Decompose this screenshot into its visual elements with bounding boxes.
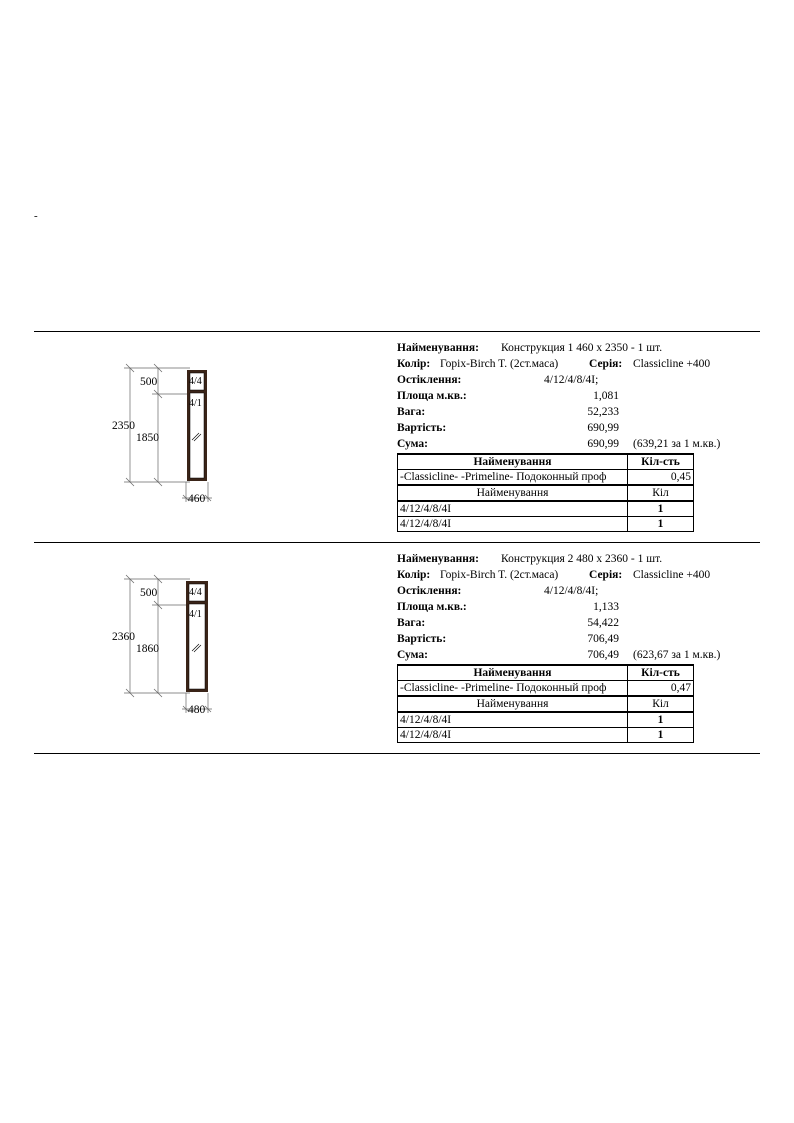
table-row bbox=[398, 517, 694, 532]
color-value-2: Горіх-Birch T. (2ст.маса) bbox=[440, 569, 559, 581]
sum-row-2 bbox=[397, 647, 737, 663]
color-row-2 bbox=[397, 567, 711, 583]
col-name-header-2: Найменування bbox=[398, 665, 628, 681]
weight-row-2 bbox=[397, 615, 697, 631]
dim-total-height-2: 2360 bbox=[112, 631, 135, 643]
items-table-2 bbox=[397, 664, 694, 743]
series-value-2: Classicline +400 bbox=[633, 569, 711, 581]
col-qty2-header-1: Кіл bbox=[628, 485, 694, 501]
glazing-label-2: Остіклення: bbox=[397, 585, 462, 597]
area-row-2 bbox=[397, 599, 697, 615]
color-label-2: Колір: bbox=[397, 569, 431, 581]
cost-value-2: 706,49 bbox=[587, 633, 619, 645]
name-row-2 bbox=[397, 551, 663, 567]
series-label-2: Серія: bbox=[589, 569, 623, 581]
weight-label-1: Вага: bbox=[397, 406, 426, 418]
sum-value-1: 690,99 bbox=[587, 438, 619, 450]
construction-title-1: Конструкция 1 460 x 2350 - 1 шт. bbox=[501, 342, 663, 354]
glazing-value-1: 4/12/4/8/4І; bbox=[544, 374, 599, 386]
glass-name-1-1: 4/12/4/8/4І bbox=[398, 501, 628, 517]
cost-row-1 bbox=[397, 420, 697, 436]
per-m2-value-2: (623,67 за 1 м.кв.) bbox=[633, 649, 721, 661]
dim-width-1: 460 bbox=[188, 493, 206, 505]
construction-title-2: Конструкция 2 480 x 2360 - 1 шт. bbox=[501, 553, 663, 565]
glazing-row-1 bbox=[397, 372, 697, 388]
col-name-header-1: Найменування bbox=[398, 454, 628, 470]
dim-total-height-1: 2350 bbox=[112, 420, 135, 432]
dim-bottom-height-2: 1860 bbox=[136, 643, 159, 655]
col-qty2-header-2: Кіл bbox=[628, 696, 694, 712]
pane-bottom-label-2: 4/1 bbox=[189, 609, 202, 620]
glass-qty-2-1: 1 bbox=[628, 712, 694, 728]
divider-bottom bbox=[34, 753, 760, 754]
glass-header-2 bbox=[398, 696, 694, 712]
cost-row-2 bbox=[397, 631, 697, 647]
color-row-1 bbox=[397, 356, 711, 372]
per-m2-value-1: (639,21 за 1 м.кв.) bbox=[633, 438, 721, 450]
items-header-1 bbox=[398, 454, 694, 470]
table-row bbox=[398, 501, 694, 517]
sum-row-1 bbox=[397, 436, 737, 452]
area-value-2: 1,133 bbox=[593, 601, 619, 613]
window-drawing-svg-2 bbox=[110, 571, 250, 731]
name-row-1 bbox=[397, 340, 663, 356]
glass-name-2-1: 4/12/4/8/4І bbox=[398, 712, 628, 728]
item-qty-1: 0,45 bbox=[628, 470, 694, 486]
weight-value-2: 54,422 bbox=[587, 617, 619, 629]
area-value-1: 1,081 bbox=[593, 390, 619, 402]
series-value-1: Classicline +400 bbox=[633, 358, 711, 370]
window-drawing-svg-1 bbox=[110, 360, 250, 520]
glass-name-2-2: 4/12/4/8/4І bbox=[398, 728, 628, 743]
table-row bbox=[398, 681, 694, 697]
items-header-2 bbox=[398, 665, 694, 681]
cost-label-1: Вартість: bbox=[397, 422, 447, 434]
divider-middle bbox=[34, 542, 760, 543]
area-label-1: Площа м.кв.: bbox=[397, 390, 467, 402]
area-row-1 bbox=[397, 388, 697, 404]
series-label-1: Серія: bbox=[589, 358, 623, 370]
area-label-2: Площа м.кв.: bbox=[397, 601, 467, 613]
table-row bbox=[398, 712, 694, 728]
window-drawing-2 bbox=[110, 571, 250, 731]
sum-value-2: 706,49 bbox=[587, 649, 619, 661]
name-label-2: Найменування: bbox=[397, 553, 479, 565]
dim-width-2: 480 bbox=[188, 704, 206, 716]
col-name2-header-2: Найменування bbox=[398, 696, 628, 712]
page-dash: - bbox=[34, 210, 38, 222]
weight-value-1: 52,233 bbox=[587, 406, 619, 418]
sum-label-1: Сума: bbox=[397, 438, 428, 450]
col-name2-header-1: Найменування bbox=[398, 485, 628, 501]
col-qty-header-1: Кіл-сть bbox=[628, 454, 694, 470]
table-row bbox=[398, 728, 694, 743]
name-label-1: Найменування: bbox=[397, 342, 479, 354]
dim-bottom-height-1: 1850 bbox=[136, 432, 159, 444]
glazing-label-1: Остіклення: bbox=[397, 374, 462, 386]
items-table-1 bbox=[397, 453, 694, 532]
cost-label-2: Вартість: bbox=[397, 633, 447, 645]
glass-name-1-2: 4/12/4/8/4І bbox=[398, 517, 628, 532]
col-qty-header-2: Кіл-сть bbox=[628, 665, 694, 681]
pane-top-label-2: 4/4 bbox=[189, 587, 202, 598]
weight-label-2: Вага: bbox=[397, 617, 426, 629]
glass-qty-1-1: 1 bbox=[628, 501, 694, 517]
glass-qty-1-2: 1 bbox=[628, 517, 694, 532]
item-name-2: -Classicline- -Primeline- Подоконный проф bbox=[398, 681, 628, 697]
sum-label-2: Сума: bbox=[397, 649, 428, 661]
color-value-1: Горіх-Birch T. (2ст.маса) bbox=[440, 358, 559, 370]
weight-row-1 bbox=[397, 404, 697, 420]
dim-top-height-1: 500 bbox=[140, 376, 158, 388]
item-qty-2: 0,47 bbox=[628, 681, 694, 697]
divider-top bbox=[34, 331, 760, 332]
color-label-1: Колір: bbox=[397, 358, 431, 370]
pane-bottom-label-1: 4/1 bbox=[189, 398, 202, 409]
glazing-value-2: 4/12/4/8/4І; bbox=[544, 585, 599, 597]
pane-top-label-1: 4/4 bbox=[189, 376, 202, 387]
cost-value-1: 690,99 bbox=[587, 422, 619, 434]
table-row bbox=[398, 470, 694, 486]
glass-header-1 bbox=[398, 485, 694, 501]
window-drawing-1 bbox=[110, 360, 250, 520]
item-name-1: -Classicline- -Primeline- Подоконный проф bbox=[398, 470, 628, 486]
glazing-row-2 bbox=[397, 583, 697, 599]
dim-top-height-2: 500 bbox=[140, 587, 158, 599]
glass-qty-2-2: 1 bbox=[628, 728, 694, 743]
